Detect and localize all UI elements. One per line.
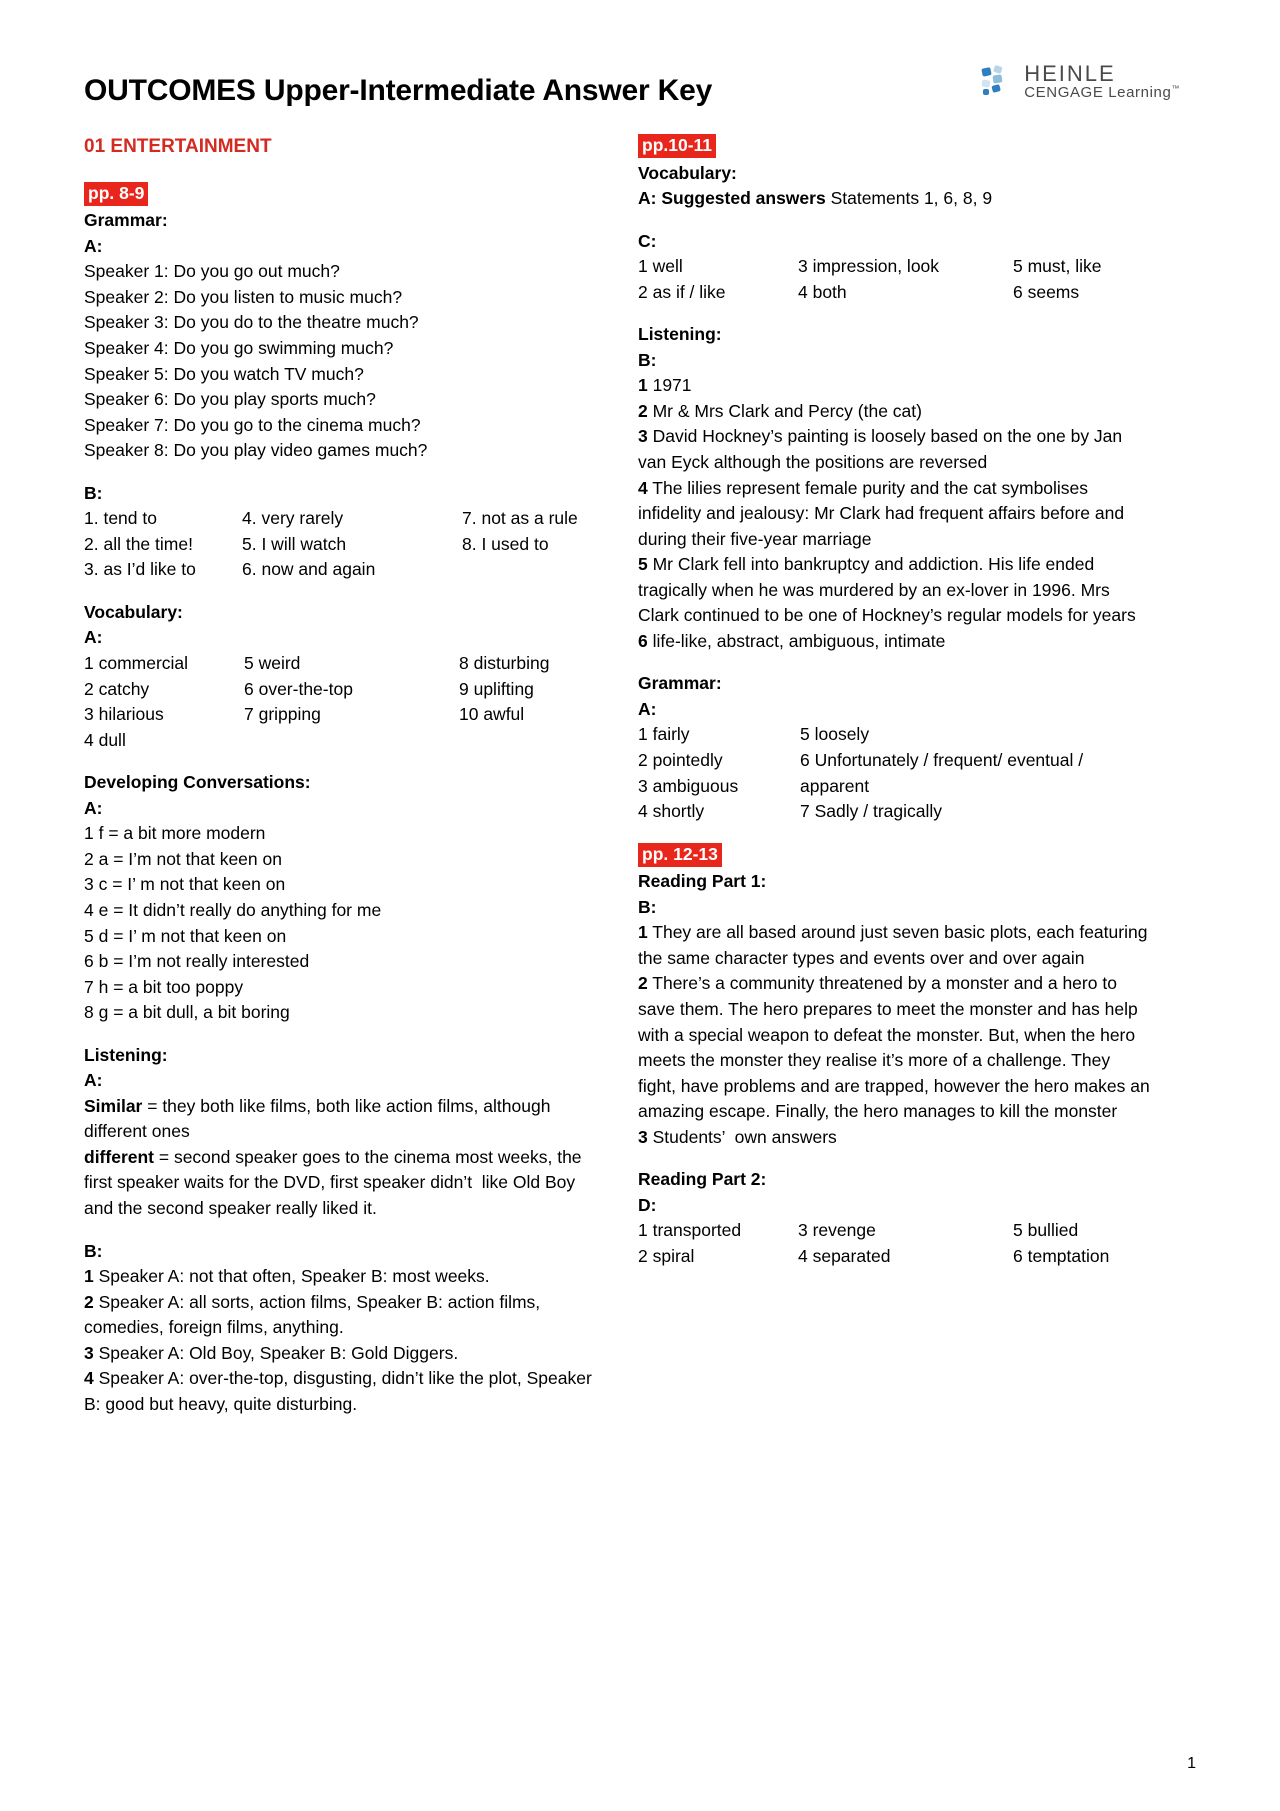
left-column bbox=[84, 133, 597, 1417]
answer-number: 4 bbox=[84, 1368, 94, 1389]
answer-cell: 2 pointedly bbox=[638, 750, 723, 771]
list-item: Speaker 5: Do you watch TV much? bbox=[84, 363, 364, 384]
section-heading-reading-part-1: Reading Part 1: bbox=[638, 871, 767, 892]
subsection-label-a: A: bbox=[84, 797, 103, 818]
answer-cell: 10 awful bbox=[459, 704, 525, 725]
list-item: Speaker 2: Do you listen to music much? bbox=[84, 286, 403, 307]
section-heading-listening: Listening: bbox=[84, 1044, 168, 1065]
subsection-label-c: C: bbox=[638, 230, 657, 251]
answer-number: 1 bbox=[84, 1266, 94, 1287]
answer-cell: 9 uplifting bbox=[459, 678, 534, 699]
subsection-label-b: B: bbox=[638, 896, 657, 917]
answer-cell: 5 weird bbox=[244, 653, 301, 674]
page-range-tag-2 bbox=[638, 133, 1150, 159]
answer-cell: 8. I used to bbox=[462, 533, 549, 554]
logo-text bbox=[1024, 62, 1180, 101]
answer-cell bbox=[462, 557, 594, 583]
vocabulary-a-answers bbox=[84, 651, 594, 753]
answer-cell: 4. very rarely bbox=[242, 508, 344, 529]
vocabulary-c-answers bbox=[638, 254, 1150, 305]
trademark-mark: ™ bbox=[1171, 84, 1180, 94]
answer-cell: 3 impression, look bbox=[798, 256, 940, 277]
answer-line: 4 e = It didn’t really do anything for me bbox=[84, 899, 382, 920]
subsection-label-a: A: bbox=[84, 1070, 103, 1091]
answer-paragraph: 3 Students’ own answers bbox=[638, 1126, 837, 1147]
answer-cell: 1 well bbox=[638, 256, 683, 277]
answer-line: 6 b = I’m not really interested bbox=[84, 951, 310, 972]
answer-cell: 3 ambiguous bbox=[638, 775, 739, 796]
answer-cell: 1 commercial bbox=[84, 653, 189, 674]
answer-cell: 2 as if / like bbox=[638, 281, 726, 302]
reading-part-1-answers bbox=[638, 920, 1155, 1150]
grammar-a-answers bbox=[638, 722, 1150, 824]
answer-cell: 6. now and again bbox=[242, 559, 376, 580]
subsection-label-d: D: bbox=[638, 1194, 657, 1215]
listening-b-answers bbox=[638, 373, 1150, 654]
speaker-list bbox=[84, 259, 594, 463]
subsection-label-a: A: bbox=[638, 698, 657, 719]
list-item: Speaker 6: Do you play sports much? bbox=[84, 389, 376, 410]
answer-number: 2 bbox=[638, 973, 648, 994]
answer-number: 6 bbox=[638, 630, 648, 651]
section-heading-vocabulary: Vocabulary: bbox=[84, 601, 183, 622]
subsection-label-b: B: bbox=[84, 482, 103, 503]
answer-cell: 7 gripping bbox=[244, 704, 321, 725]
answer-paragraph: 3 David Hockney’s painting is loosely based on the one by Jan van Eyck although the positions are reversed bbox=[638, 426, 1128, 473]
answer-number: 3 bbox=[638, 1126, 648, 1147]
answer-number: 2 bbox=[84, 1291, 94, 1312]
answer-cell: 2. all the time! bbox=[84, 533, 193, 554]
answer-cell: 6 over-the-top bbox=[244, 678, 353, 699]
answer-paragraph: 5 Mr Clark fell into bankruptcy and addiction. His life ended tragically when he was murdered by an ex-lover in 1996. Mrs Clark continued to be one of Hockney’s regular models for years bbox=[638, 554, 1136, 626]
right-column bbox=[638, 133, 1155, 1269]
answer-line: 1 f = a bit more modern bbox=[84, 823, 266, 844]
subsection-label-a: A: bbox=[84, 235, 103, 256]
list-item: Speaker 1: Do you go out much? bbox=[84, 261, 340, 282]
pp-tag-label: pp. 8-9 bbox=[84, 182, 148, 206]
answer-cell: apparent bbox=[800, 775, 870, 796]
answer-paragraph: 6 life-like, abstract, ambiguous, intimate bbox=[638, 630, 946, 651]
answer-cell: 3. as I’d like to bbox=[84, 559, 196, 580]
answer-cell: 2 catchy bbox=[84, 678, 150, 699]
answer-paragraph: 3 Speaker A: Old Boy, Speaker B: Gold Diggers. bbox=[84, 1342, 459, 1363]
answer-cell: 6 seems bbox=[1013, 281, 1080, 302]
answer-line: 5 d = I’ m not that keen on bbox=[84, 925, 287, 946]
section-heading-reading-part-2: Reading Part 2: bbox=[638, 1169, 767, 1190]
pp-tag-label: pp.10-11 bbox=[638, 134, 716, 158]
answer-cell: 2 spiral bbox=[638, 1245, 695, 1266]
answer-line: 2 a = I’m not that keen on bbox=[84, 848, 282, 869]
answer-cell: 4 shortly bbox=[638, 801, 705, 822]
developing-conversations-answers bbox=[84, 821, 594, 1025]
section-heading-grammar: Grammar: bbox=[638, 673, 722, 694]
answer-cell: 5 must, like bbox=[1013, 256, 1102, 277]
answer-paragraph: 2 There’s a community threatened by a monster and a hero to save them. The hero prepares to meet the monster and has help with a special weapon to defeat the monster. But, when the hero meets the monster they realise it’s more of a challenge. They fight, have problems and are trapped, however the hero makes an amazing escape. Finally, the hero manages to kill the monster bbox=[638, 973, 1155, 1122]
answer-cell: 7 Sadly / tragically bbox=[800, 801, 943, 822]
subsection-label-a: A: bbox=[84, 627, 103, 648]
reading-part-2-answers bbox=[638, 1218, 1150, 1269]
suggested-answers-label: A: Suggested answers bbox=[638, 188, 826, 209]
list-item: Speaker 3: Do you do to the theatre much? bbox=[84, 312, 419, 333]
answer-paragraph: 1 1971 bbox=[638, 375, 692, 396]
answer-number: 2 bbox=[638, 400, 648, 421]
answer-paragraph: 1 Speaker A: not that often, Speaker B: most weeks. bbox=[84, 1266, 490, 1287]
grammar-b-answers bbox=[84, 506, 594, 583]
cengage-mark-icon bbox=[980, 64, 1014, 98]
answer-line: 8 g = a bit dull, a bit boring bbox=[84, 1002, 290, 1023]
unit-title: 01 ENTERTAINMENT bbox=[84, 136, 272, 157]
section-heading-listening: Listening: bbox=[638, 324, 722, 345]
answer-paragraph: 4 The lilies represent female purity and the cat symbolises infidelity and jealousy: Mr Clark had frequent affairs before and during their five-year marriage bbox=[638, 477, 1129, 549]
answer-cell bbox=[244, 728, 449, 754]
answer-cell: 3 revenge bbox=[798, 1220, 876, 1241]
section-heading-developing-conversations: Developing Conversations: bbox=[84, 772, 311, 793]
answer-line: 3 c = I’ m not that keen on bbox=[84, 874, 286, 895]
answer-paragraph: 4 Speaker A: over-the-top, disgusting, didn’t like the plot, Speaker B: good but heavy, quite disturbing. bbox=[84, 1368, 597, 1414]
answer-number: 1 bbox=[638, 375, 648, 396]
heinle-cengage-logo bbox=[980, 52, 1196, 101]
answer-paragraph: different = second speaker goes to the cinema most weeks, the first speaker waits for the DVD, first speaker didn’t like Old Boy and the second speaker really liked it. bbox=[84, 1146, 587, 1218]
answer-number: 3 bbox=[84, 1342, 94, 1363]
section-heading-vocabulary: Vocabulary: bbox=[638, 162, 737, 183]
page-title: OUTCOMES Upper-Intermediate Answer Key bbox=[84, 74, 713, 107]
answer-cell: 4 dull bbox=[84, 729, 126, 750]
answer-paragraph: A: Suggested answers Statements 1, 6, 8, 9 bbox=[638, 188, 993, 209]
page-range-tag-3 bbox=[638, 842, 1150, 868]
answer-cell: 5 bullied bbox=[1013, 1220, 1079, 1241]
answer-cell: 3 hilarious bbox=[84, 704, 164, 725]
answer-paragraph: 2 Mr & Mrs Clark and Percy (the cat) bbox=[638, 400, 922, 421]
answer-number: 3 bbox=[638, 426, 648, 447]
answer-cell: 7. not as a rule bbox=[462, 508, 578, 529]
answer-cell: 6 Unfortunately / frequent/ eventual / bbox=[800, 750, 1084, 771]
answer-cell bbox=[459, 728, 594, 754]
subsection-label-b: B: bbox=[84, 1240, 103, 1261]
answer-paragraph: Similar = they both like films, both like action films, although different ones bbox=[84, 1095, 556, 1142]
list-item: Speaker 8: Do you play video games much? bbox=[84, 440, 428, 461]
page-number: 1 bbox=[1187, 1755, 1196, 1772]
listening-b-answers bbox=[84, 1264, 597, 1417]
document-header bbox=[84, 52, 1196, 107]
answer-paragraph: 1 They are all based around just seven basic plots, each featuring the same character types and events over and over again bbox=[638, 922, 1153, 968]
answer-line: 7 h = a bit too poppy bbox=[84, 976, 244, 997]
list-item: Speaker 4: Do you go swimming much? bbox=[84, 338, 394, 359]
logo-subbrand: CENGAGE Learning™ bbox=[1024, 84, 1180, 102]
section-heading-grammar: Grammar: bbox=[84, 210, 168, 231]
answer-number: 5 bbox=[638, 554, 648, 575]
list-item: Speaker 7: Do you go to the cinema much? bbox=[84, 414, 421, 435]
answer-cell: 1. tend to bbox=[84, 508, 157, 529]
answer-keyword: different bbox=[84, 1146, 154, 1167]
answer-cell: 6 temptation bbox=[1013, 1245, 1110, 1266]
answer-number: 4 bbox=[638, 477, 648, 498]
answer-cell: 5. I will watch bbox=[242, 533, 347, 554]
answer-cell: 1 transported bbox=[638, 1220, 742, 1241]
content-columns bbox=[84, 133, 1196, 1417]
answer-cell: 4 both bbox=[798, 281, 847, 302]
answer-cell: 8 disturbing bbox=[459, 653, 550, 674]
pp-tag-label: pp. 12-13 bbox=[638, 843, 722, 867]
answer-cell: 4 separated bbox=[798, 1245, 891, 1266]
answer-number: 1 bbox=[638, 922, 648, 943]
subsection-label-b: B: bbox=[638, 349, 657, 370]
page-range-tag-1 bbox=[84, 181, 594, 207]
answer-cell: 1 fairly bbox=[638, 724, 690, 745]
answer-keyword: Similar bbox=[84, 1095, 143, 1116]
answer-paragraph: 2 Speaker A: all sorts, action films, Speaker B: action films, comedies, foreign films, anything. bbox=[84, 1291, 546, 1338]
answer-cell: 5 loosely bbox=[800, 724, 870, 745]
logo-brand: HEINLE bbox=[1024, 61, 1116, 86]
